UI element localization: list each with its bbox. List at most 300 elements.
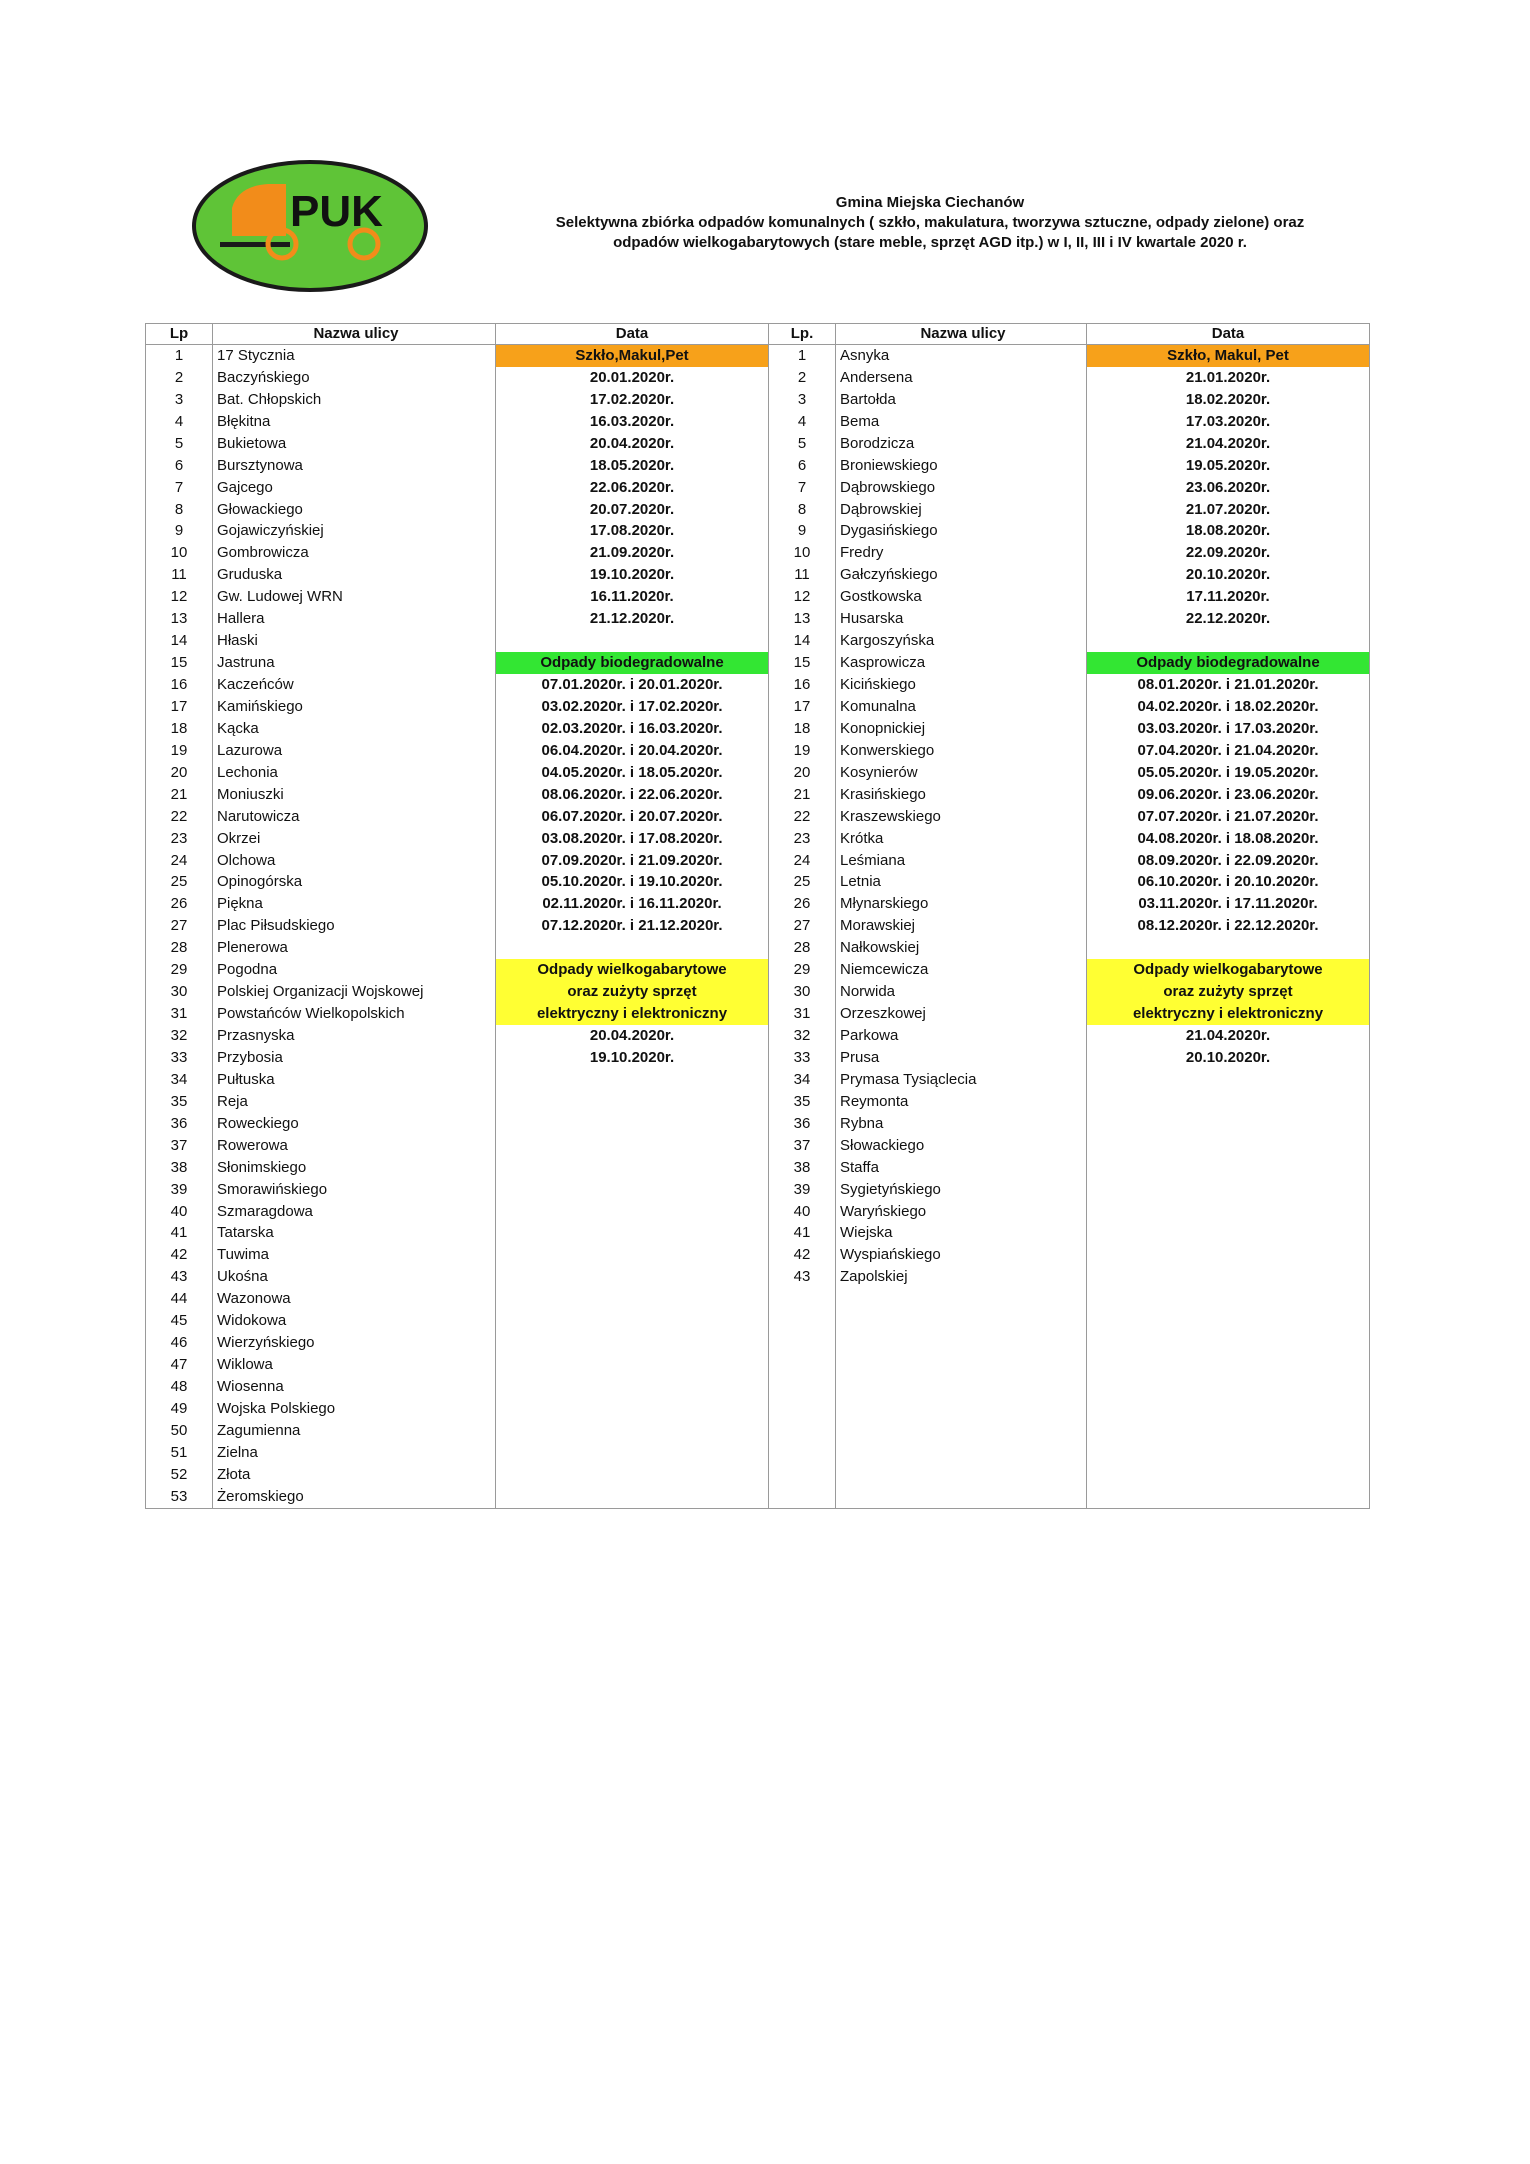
collection-date-right <box>1087 1354 1370 1376</box>
collection-date-left: 02.03.2020r. i 16.03.2020r. <box>496 718 769 740</box>
collection-date-left <box>496 1354 769 1376</box>
collection-date-right: 20.10.2020r. <box>1087 1047 1370 1069</box>
row-number-right: 35 <box>793 1092 811 1110</box>
collection-date-left: 21.12.2020r. <box>496 608 769 630</box>
street-name-left: Wiklowa <box>213 1354 496 1376</box>
collection-date-right: 17.03.2020r. <box>1087 411 1370 433</box>
collection-date-left <box>496 1266 769 1288</box>
collection-date-right <box>1087 1113 1370 1135</box>
row-number-left: 43 <box>146 1266 213 1288</box>
collection-date-left <box>496 1288 769 1310</box>
row-number-left: 40 <box>146 1201 213 1223</box>
collection-date-left: 03.02.2020r. i 17.02.2020r. <box>496 696 769 718</box>
street-name-left: Kamińskiego <box>213 696 496 718</box>
collection-date-right: 04.02.2020r. i 18.02.2020r. <box>1087 696 1370 718</box>
street-name-right: Wyspiańskiego <box>836 1244 1087 1266</box>
row-number-left: 37 <box>146 1135 213 1157</box>
street-name-left: Okrzei <box>213 828 496 850</box>
street-name-right: Letnia <box>836 872 1087 894</box>
collection-date-right: 03.11.2020r. i 17.11.2020r. <box>1087 893 1370 915</box>
table-row <box>146 367 1370 389</box>
street-name-left: Smorawińskiego <box>213 1179 496 1201</box>
street-name-right: Reymonta <box>836 1091 1087 1113</box>
table-row <box>146 959 1370 981</box>
table-row <box>146 630 1370 652</box>
row-number-right <box>769 1398 836 1420</box>
table-row <box>146 937 1370 959</box>
collection-date-right <box>1087 1464 1370 1486</box>
street-name-right <box>836 1464 1087 1486</box>
table-row <box>146 828 1370 850</box>
schedule-table <box>145 323 1370 1509</box>
row-number-left: 20 <box>146 762 213 784</box>
street-name-right: Asnyka <box>836 345 1087 367</box>
table-row <box>146 433 1370 455</box>
street-name-left: Reja <box>213 1091 496 1113</box>
row-number-right: 26 <box>793 895 811 913</box>
street-name-left: Ukośna <box>213 1266 496 1288</box>
header-date-left: Data <box>496 324 769 345</box>
collection-date-right <box>1087 1223 1370 1245</box>
collection-date-left <box>496 1310 769 1332</box>
table-row <box>146 1332 1370 1354</box>
collection-date-left: 16.03.2020r. <box>496 411 769 433</box>
table-row <box>146 740 1370 762</box>
row-number-right: 41 <box>793 1224 811 1242</box>
puk-logo <box>190 158 430 294</box>
table-row <box>146 981 1370 1003</box>
row-number-right: 30 <box>793 983 811 1001</box>
row-number-left: 49 <box>146 1398 213 1420</box>
street-name-left: Opinogórska <box>213 872 496 894</box>
table-row <box>146 411 1370 433</box>
collection-date-right: 23.06.2020r. <box>1087 477 1370 499</box>
row-number-left: 21 <box>146 784 213 806</box>
row-number-right: 4 <box>797 412 807 430</box>
street-name-right: Komunalna <box>836 696 1087 718</box>
row-number-right: 33 <box>793 1048 811 1066</box>
collection-date-right: 18.08.2020r. <box>1087 521 1370 543</box>
table-row <box>146 499 1370 521</box>
collection-date-left <box>496 630 769 652</box>
collection-date-right <box>1087 1157 1370 1179</box>
collection-date-left: 20.04.2020r. <box>496 433 769 455</box>
street-name-right: Kosynierów <box>836 762 1087 784</box>
collection-date-left <box>496 1091 769 1113</box>
row-number-right: 9 <box>797 522 807 540</box>
table-row <box>146 1398 1370 1420</box>
row-number-left: 27 <box>146 915 213 937</box>
table-row <box>146 477 1370 499</box>
header-lp-left: Lp <box>146 324 213 345</box>
street-name-right <box>836 1288 1087 1310</box>
row-number-right: 7 <box>797 478 807 496</box>
collection-date-left <box>496 1201 769 1223</box>
collection-date-left: 21.09.2020r. <box>496 542 769 564</box>
collection-date-right: oraz zużyty sprzęt <box>1087 981 1370 1003</box>
row-number-left: 22 <box>146 806 213 828</box>
row-number-right: 6 <box>797 456 807 474</box>
collection-date-left <box>496 1398 769 1420</box>
street-name-right: Leśmiana <box>836 850 1087 872</box>
street-name-left: Widokowa <box>213 1310 496 1332</box>
row-number-right: 27 <box>793 917 811 935</box>
collection-date-left: elektryczny i elektroniczny <box>496 1003 769 1025</box>
table-row <box>146 586 1370 608</box>
street-name-right: Prymasa Tysiąclecia <box>836 1069 1087 1091</box>
collection-date-left: Odpady biodegradowalne <box>496 652 769 674</box>
table-row <box>146 1113 1370 1135</box>
street-name-right <box>836 1442 1087 1464</box>
row-number-left: 15 <box>146 652 213 674</box>
collection-date-left: 17.08.2020r. <box>496 521 769 543</box>
table-row <box>146 564 1370 586</box>
row-number-left: 1 <box>146 345 213 367</box>
collection-date-right: 21.04.2020r. <box>1087 1025 1370 1047</box>
street-name-left: Przybosia <box>213 1047 496 1069</box>
street-name-right: Rybna <box>836 1113 1087 1135</box>
row-number-right: 8 <box>797 500 807 518</box>
collection-date-left: 19.10.2020r. <box>496 1047 769 1069</box>
row-number-left: 28 <box>146 937 213 959</box>
row-number-right: 23 <box>793 829 811 847</box>
table-row <box>146 784 1370 806</box>
street-name-left: Głowackiego <box>213 499 496 521</box>
street-name-left: Hallera <box>213 608 496 630</box>
row-number-right: 10 <box>793 544 811 562</box>
street-name-right: Wiejska <box>836 1223 1087 1245</box>
street-name-right: Młynarskiego <box>836 893 1087 915</box>
street-name-right <box>836 1310 1087 1332</box>
table-row <box>146 850 1370 872</box>
row-number-left: 6 <box>146 455 213 477</box>
street-name-left: Olchowa <box>213 850 496 872</box>
collection-date-right <box>1087 1179 1370 1201</box>
row-number-right: 3 <box>797 390 807 408</box>
collection-date-left <box>496 1223 769 1245</box>
row-number-right: 17 <box>793 697 811 715</box>
table-row <box>146 762 1370 784</box>
row-number-left: 25 <box>146 872 213 894</box>
collection-date-right <box>1087 630 1370 652</box>
row-number-right: 22 <box>793 807 811 825</box>
row-number-right: 1 <box>797 346 807 364</box>
row-number-right: 21 <box>793 785 811 803</box>
row-number-right: 28 <box>793 939 811 957</box>
row-number-right: 36 <box>793 1114 811 1132</box>
row-number-left: 23 <box>146 828 213 850</box>
schedule-body <box>146 345 1370 1509</box>
row-number-left: 45 <box>146 1310 213 1332</box>
street-name-left: Żeromskiego <box>213 1486 496 1508</box>
street-name-left: Wazonowa <box>213 1288 496 1310</box>
street-name-left: Tatarska <box>213 1223 496 1245</box>
collection-date-left: 18.05.2020r. <box>496 455 769 477</box>
row-number-right <box>769 1310 836 1332</box>
collection-date-right: 22.12.2020r. <box>1087 608 1370 630</box>
street-name-left: Gojawiczyńskiej <box>213 521 496 543</box>
row-number-left: 47 <box>146 1354 213 1376</box>
street-name-left: Słonimskiego <box>213 1157 496 1179</box>
row-number-left: 35 <box>146 1091 213 1113</box>
row-number-left: 7 <box>146 477 213 499</box>
street-name-right: Husarska <box>836 608 1087 630</box>
collection-date-left <box>496 1135 769 1157</box>
row-number-left: 33 <box>146 1047 213 1069</box>
street-name-right: Bema <box>836 411 1087 433</box>
collection-date-right <box>1087 1069 1370 1091</box>
collection-date-right <box>1087 1398 1370 1420</box>
table-row <box>146 455 1370 477</box>
table-row <box>146 1047 1370 1069</box>
row-number-right: 2 <box>797 368 807 386</box>
street-name-right: Kasprowicza <box>836 652 1087 674</box>
collection-date-left: Odpady wielkogabarytowe <box>496 959 769 981</box>
row-number-left: 24 <box>146 850 213 872</box>
table-row <box>146 1003 1370 1025</box>
street-name-left: Wojska Polskiego <box>213 1398 496 1420</box>
table-row <box>146 608 1370 630</box>
table-row <box>146 1442 1370 1464</box>
collection-date-right: Szkło, Makul, Pet <box>1087 345 1370 367</box>
row-number-left: 14 <box>146 630 213 652</box>
street-name-left: Piękna <box>213 893 496 915</box>
collection-date-left: oraz zużyty sprzęt <box>496 981 769 1003</box>
street-name-left: 17 Stycznia <box>213 345 496 367</box>
collection-date-right: Odpady biodegradowalne <box>1087 652 1370 674</box>
street-name-right: Prusa <box>836 1047 1087 1069</box>
header-date-right: Data <box>1087 324 1370 345</box>
collection-date-left <box>496 1244 769 1266</box>
collection-date-left <box>496 1486 769 1508</box>
table-row <box>146 1486 1370 1508</box>
collection-date-left: 22.06.2020r. <box>496 477 769 499</box>
table-row <box>146 1266 1370 1288</box>
street-name-left: Zagumienna <box>213 1420 496 1442</box>
row-number-right: 14 <box>793 632 811 650</box>
document-header <box>500 193 1360 253</box>
street-name-left: Gw. Ludowej WRN <box>213 586 496 608</box>
collection-date-left <box>496 1069 769 1091</box>
table-row <box>146 1310 1370 1332</box>
street-name-left: Gruduska <box>213 564 496 586</box>
row-number-left: 41 <box>146 1223 213 1245</box>
row-number-left: 17 <box>146 696 213 718</box>
row-number-left: 3 <box>146 389 213 411</box>
row-number-right: 37 <box>793 1136 811 1154</box>
street-name-right: Broniewskiego <box>836 455 1087 477</box>
collection-date-left: 20.01.2020r. <box>496 367 769 389</box>
street-name-left: Moniuszki <box>213 784 496 806</box>
row-number-left: 10 <box>146 542 213 564</box>
collection-date-right: 08.01.2020r. i 21.01.2020r. <box>1087 674 1370 696</box>
collection-date-right: 17.11.2020r. <box>1087 586 1370 608</box>
row-number-left: 32 <box>146 1025 213 1047</box>
street-name-right: Dąbrowskiego <box>836 477 1087 499</box>
row-number-left: 29 <box>146 959 213 981</box>
collection-date-right <box>1087 1288 1370 1310</box>
row-number-left: 26 <box>146 893 213 915</box>
street-name-left: Bat. Chłopskich <box>213 389 496 411</box>
collection-date-right <box>1087 1442 1370 1464</box>
collection-date-right <box>1087 1244 1370 1266</box>
table-row <box>146 1157 1370 1179</box>
table-row <box>146 652 1370 674</box>
collection-date-left: 16.11.2020r. <box>496 586 769 608</box>
street-name-right: Morawskiej <box>836 915 1087 937</box>
street-name-right: Kicińskiego <box>836 674 1087 696</box>
row-number-left: 12 <box>146 586 213 608</box>
street-name-right: Waryńskiego <box>836 1201 1087 1223</box>
collection-date-left: 07.09.2020r. i 21.09.2020r. <box>496 850 769 872</box>
street-name-left: Złota <box>213 1464 496 1486</box>
street-name-right: Fredry <box>836 542 1087 564</box>
collection-date-right: 06.10.2020r. i 20.10.2020r. <box>1087 872 1370 894</box>
street-name-left: Bursztynowa <box>213 455 496 477</box>
street-name-left: Kaczeńców <box>213 674 496 696</box>
street-name-left: Gajcego <box>213 477 496 499</box>
street-name-left: Narutowicza <box>213 806 496 828</box>
row-number-left: 4 <box>146 411 213 433</box>
street-name-right: Zapolskiej <box>836 1266 1087 1288</box>
street-name-left: Wierzyńskiego <box>213 1332 496 1354</box>
collection-date-left: 19.10.2020r. <box>496 564 769 586</box>
collection-date-right: 21.01.2020r. <box>1087 367 1370 389</box>
row-number-left: 44 <box>146 1288 213 1310</box>
row-number-right: 18 <box>793 719 811 737</box>
row-number-right: 5 <box>797 434 807 452</box>
collection-date-right: 08.12.2020r. i 22.12.2020r. <box>1087 915 1370 937</box>
street-name-right: Kargoszyńska <box>836 630 1087 652</box>
collection-date-right: 09.06.2020r. i 23.06.2020r. <box>1087 784 1370 806</box>
street-name-right <box>836 1376 1087 1398</box>
row-number-right: 29 <box>793 961 811 979</box>
row-number-left: 38 <box>146 1157 213 1179</box>
street-name-left: Tuwima <box>213 1244 496 1266</box>
table-row <box>146 1244 1370 1266</box>
row-number-left: 46 <box>146 1332 213 1354</box>
collection-date-left: 07.12.2020r. i 21.12.2020r. <box>496 915 769 937</box>
table-row <box>146 1420 1370 1442</box>
street-name-left: Zielna <box>213 1442 496 1464</box>
table-row <box>146 1135 1370 1157</box>
row-number-left: 19 <box>146 740 213 762</box>
collection-date-right <box>1087 1201 1370 1223</box>
header-lp-right: Lp. <box>769 324 836 345</box>
street-name-left: Gombrowicza <box>213 542 496 564</box>
street-name-left: Lechonia <box>213 762 496 784</box>
header-street-right: Nazwa ulicy <box>836 324 1087 345</box>
street-name-right <box>836 1420 1087 1442</box>
street-name-left: Pułtuska <box>213 1069 496 1091</box>
row-number-left: 34 <box>146 1069 213 1091</box>
table-row <box>146 521 1370 543</box>
row-number-right: 16 <box>793 676 811 694</box>
row-number-right: 40 <box>793 1202 811 1220</box>
collection-date-left <box>496 1113 769 1135</box>
row-number-left: 39 <box>146 1179 213 1201</box>
table-row <box>146 893 1370 915</box>
row-number-right: 19 <box>793 741 811 759</box>
street-name-left: Hłaski <box>213 630 496 652</box>
header-line-3: odpadów wielkogabarytowych (stare meble, sprzęt AGD itp.) w I, II, III i IV kwartale 2020 r. <box>613 234 1247 251</box>
row-number-right <box>769 1376 836 1398</box>
row-number-left: 51 <box>146 1442 213 1464</box>
table-row <box>146 696 1370 718</box>
row-number-right <box>769 1464 836 1486</box>
row-number-right <box>769 1486 836 1508</box>
street-name-right: Staffa <box>836 1157 1087 1179</box>
street-name-right: Słowackiego <box>836 1135 1087 1157</box>
header-line-1: Gmina Miejska Ciechanów <box>835 194 1025 211</box>
row-number-right: 32 <box>793 1027 811 1045</box>
street-name-right: Nałkowskiej <box>836 937 1087 959</box>
collection-date-left: 05.10.2020r. i 19.10.2020r. <box>496 872 769 894</box>
collection-date-right: 05.05.2020r. i 19.05.2020r. <box>1087 762 1370 784</box>
street-name-right: Konwerskiego <box>836 740 1087 762</box>
row-number-right: 20 <box>793 763 811 781</box>
row-number-left: 52 <box>146 1464 213 1486</box>
row-number-right: 38 <box>793 1158 811 1176</box>
row-number-right: 15 <box>793 654 811 672</box>
street-name-left: Szmaragdowa <box>213 1201 496 1223</box>
collection-date-left <box>496 1420 769 1442</box>
row-number-left: 42 <box>146 1244 213 1266</box>
collection-date-right <box>1087 1486 1370 1508</box>
collection-date-right: elektryczny i elektroniczny <box>1087 1003 1370 1025</box>
collection-date-left <box>496 1442 769 1464</box>
street-name-left: Polskiej Organizacji Wojskowej <box>213 981 496 1003</box>
street-name-right: Sygietyńskiego <box>836 1179 1087 1201</box>
table-row <box>146 915 1370 937</box>
table-row <box>146 345 1370 367</box>
row-number-left: 53 <box>146 1486 213 1508</box>
street-name-left: Baczyńskiego <box>213 367 496 389</box>
table-row <box>146 1354 1370 1376</box>
street-name-right: Borodzicza <box>836 433 1087 455</box>
row-number-right: 11 <box>794 566 810 584</box>
collection-date-right: 21.07.2020r. <box>1087 499 1370 521</box>
table-row <box>146 1179 1370 1201</box>
street-name-right: Dąbrowskiej <box>836 499 1087 521</box>
row-number-right: 24 <box>793 851 811 869</box>
collection-date-left: 04.05.2020r. i 18.05.2020r. <box>496 762 769 784</box>
table-row <box>146 674 1370 696</box>
row-number-right: 25 <box>793 873 811 891</box>
collection-date-right <box>1087 1332 1370 1354</box>
row-number-left: 48 <box>146 1376 213 1398</box>
street-name-right: Krasińskiego <box>836 784 1087 806</box>
table-row <box>146 1201 1370 1223</box>
table-row <box>146 1223 1370 1245</box>
collection-date-right <box>1087 1266 1370 1288</box>
street-name-left: Plac Piłsudskiego <box>213 915 496 937</box>
collection-date-right: 18.02.2020r. <box>1087 389 1370 411</box>
table-row <box>146 542 1370 564</box>
row-number-right <box>769 1442 836 1464</box>
street-name-right <box>836 1486 1087 1508</box>
row-number-right: 39 <box>793 1180 811 1198</box>
collection-date-left: 20.04.2020r. <box>496 1025 769 1047</box>
street-name-left: Lazurowa <box>213 740 496 762</box>
collection-date-right: 20.10.2020r. <box>1087 564 1370 586</box>
row-number-right: 43 <box>793 1268 811 1286</box>
collection-date-right: 07.07.2020r. i 21.07.2020r. <box>1087 806 1370 828</box>
row-number-left: 50 <box>146 1420 213 1442</box>
row-number-left: 11 <box>146 564 213 586</box>
row-number-left: 36 <box>146 1113 213 1135</box>
row-number-right <box>769 1354 836 1376</box>
